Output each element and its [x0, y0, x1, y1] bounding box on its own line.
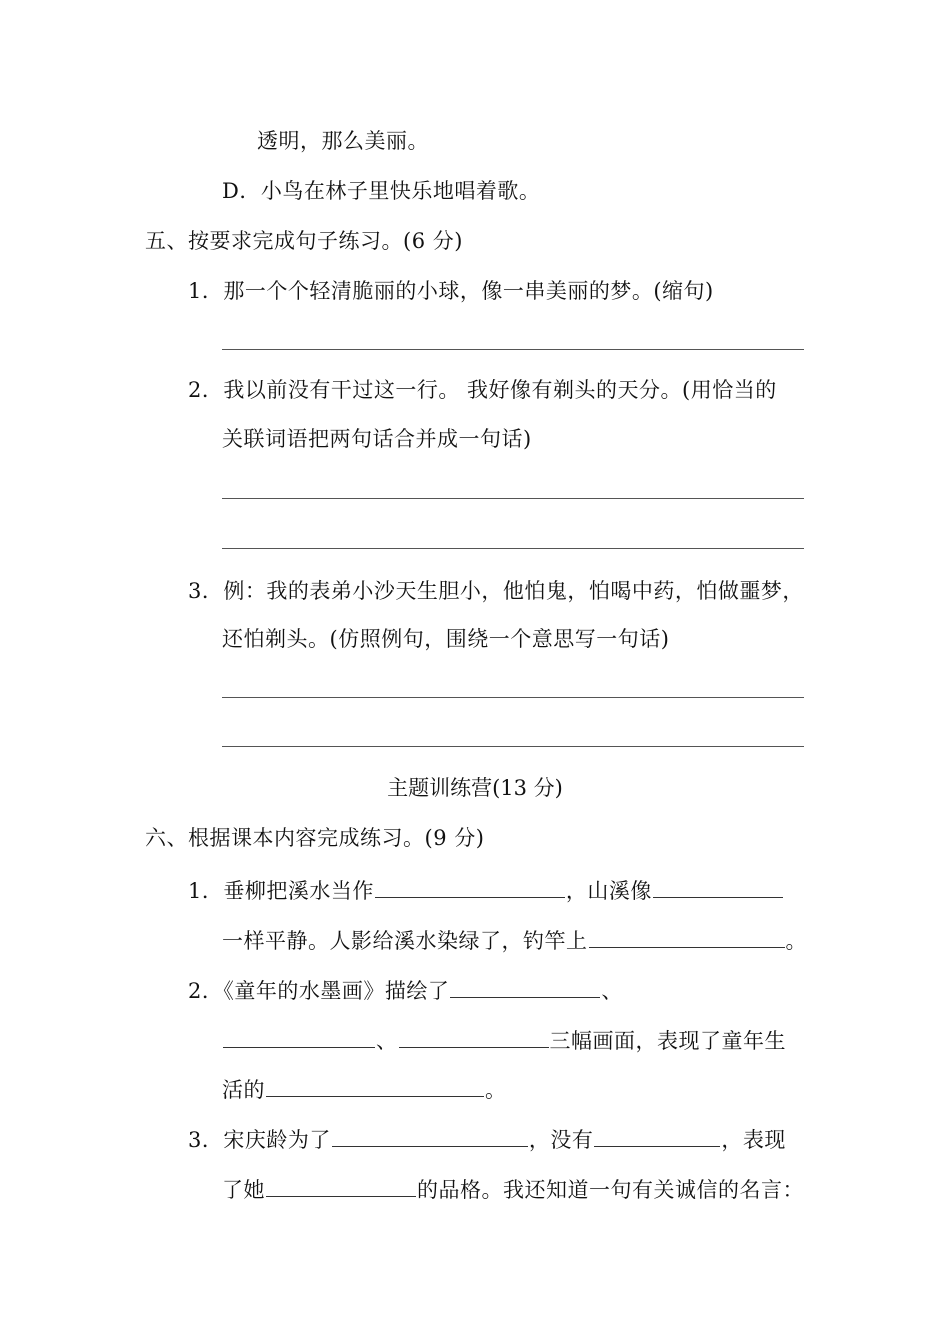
blank-q1-2[interactable] [653, 873, 783, 898]
answer-line-q1[interactable] [222, 349, 804, 350]
section5-q2-line2: 关联词语把两句话合并成一句话) [222, 427, 532, 451]
q3-text-d: 了她 [222, 1178, 265, 1202]
q3-text-a: 3．宋庆龄为了 [188, 1128, 331, 1152]
q1-text-d: 。 [785, 929, 807, 953]
q1-text-a: 1．垂柳把溪水当作 [188, 879, 374, 903]
section6-q1-line2 [222, 923, 807, 956]
blank-q2-1[interactable] [450, 973, 600, 998]
blank-q3-3[interactable] [266, 1172, 416, 1197]
section6-q2-line1 [188, 973, 623, 1006]
blank-q2-2[interactable] [223, 1023, 375, 1048]
theme-title: 主题训练营(13 分) [387, 776, 563, 800]
prev-option-c-continuation: 透明，那么美丽。 [257, 129, 429, 153]
blank-q1-3[interactable] [589, 923, 785, 948]
blank-q3-2[interactable] [594, 1122, 720, 1147]
blank-q1-1[interactable] [375, 873, 565, 898]
section6-q3-line1 [188, 1122, 786, 1155]
prev-option-d: D．小鸟在林子里快乐地唱着歌。 [222, 179, 541, 203]
answer-line-q2-1[interactable] [222, 498, 804, 499]
section6-q3-line2 [222, 1172, 804, 1205]
q2-text-c: 、 [376, 1029, 398, 1053]
answer-line-q3-2[interactable] [222, 746, 804, 747]
q2-text-a: 2．《童年的水墨画》描绘了 [188, 979, 450, 1003]
blank-q2-3[interactable] [399, 1023, 549, 1048]
answer-line-q3-1[interactable] [222, 697, 804, 698]
section6-q1-line1 [188, 873, 784, 906]
section5-q2-line1: 2．我以前没有干过这一行。 我好像有剃头的天分。(用恰当的 [188, 378, 777, 402]
section5-heading: 五、按要求完成句子练习。(6 分) [145, 229, 463, 253]
q2-text-f: 。 [485, 1078, 507, 1102]
q3-text-b: ，没有 [528, 1128, 594, 1152]
q2-text-b: 、 [601, 979, 623, 1003]
q3-text-e: 的品格。我还知道一句有关诚信的名言： [417, 1178, 804, 1202]
section5-q3-line1: 3．例：我的表弟小沙天生胆小，他怕鬼，怕喝中药，怕做噩梦， [188, 579, 804, 603]
section5-q3-line2: 还怕剃头。(仿照例句，围绕一个意思写一句话) [222, 627, 670, 651]
q2-text-d: 三幅画面，表现了童年生 [549, 1029, 786, 1053]
section5-q1: 1．那一个个轻清脆丽的小球，像一串美丽的梦。(缩句) [188, 279, 714, 303]
section6-heading: 六、根据课本内容完成练习。(9 分) [145, 826, 485, 850]
q3-text-c: ，表现 [721, 1128, 786, 1152]
q1-text-c: 一样平静。人影给溪水染绿了，钓竿上 [222, 929, 588, 953]
blank-q3-1[interactable] [332, 1122, 528, 1147]
section6-q2-line3 [222, 1072, 507, 1105]
q1-text-b: ，山溪像 [565, 879, 652, 903]
q2-text-e: 活的 [222, 1078, 265, 1102]
answer-line-q2-2[interactable] [222, 548, 804, 549]
section6-q2-line2 [222, 1023, 786, 1056]
blank-q2-4[interactable] [266, 1072, 484, 1097]
